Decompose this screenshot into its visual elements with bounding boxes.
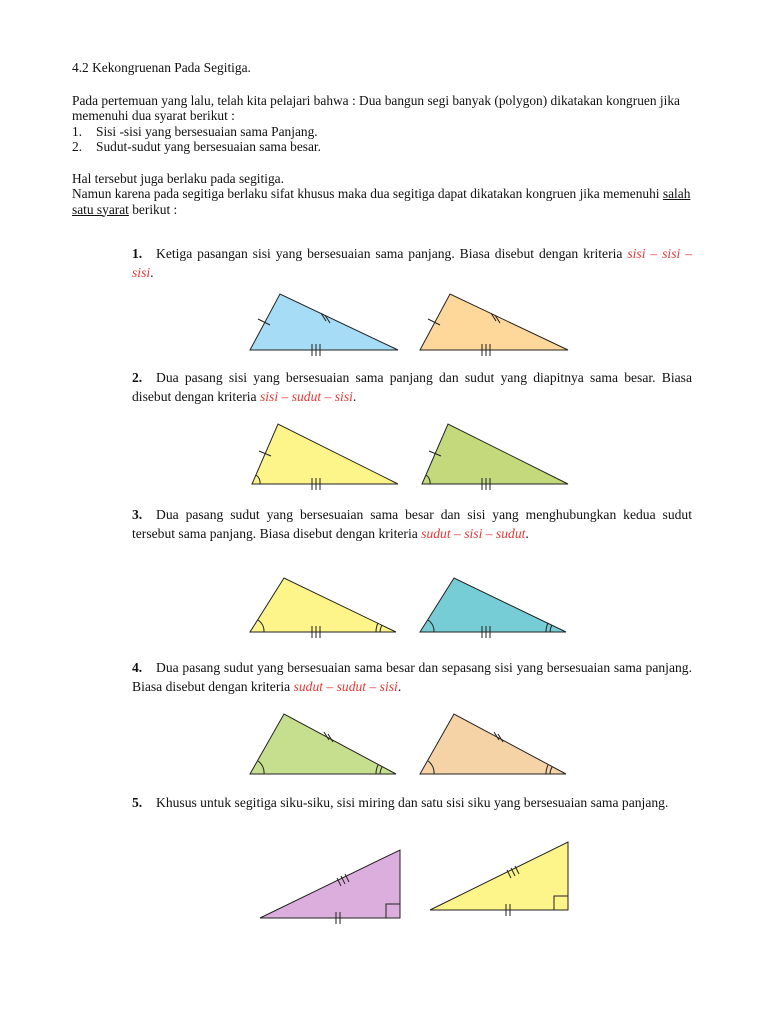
list-text: Sudut-sudut yang bersesuaian sama besar.	[96, 139, 321, 154]
list-item	[72, 139, 712, 155]
list-item	[72, 124, 712, 140]
underlined-phrase: salah satu syarat	[72, 186, 691, 217]
special-paragraph: Namun karena pada segitiga berlaku sifat khusus maka dua segitiga dapat dikatakan kongruen jika memenuhi salah satu syarat berikut :	[72, 186, 691, 217]
section-title: 4.2 Kekongruenan Pada Segitiga.	[72, 60, 251, 75]
rhs-figure	[250, 838, 590, 928]
criterion-asa: 3. Dua pasang sudut yang bersesuaian sama besar dan sisi yang menghubungkan kedua sudut tersebut sama panjang. Biasa disebut dengan kriteria sudut – sisi – sudut.	[132, 507, 692, 541]
asa-triangle-left	[250, 578, 396, 632]
criterion-term: sudut – sudut – sisi	[293, 679, 398, 694]
aas-triangle-left	[250, 714, 396, 774]
intro-paragraph: Pada pertemuan yang lalu, telah kita pelajari bahwa : Dua bangun segi banyak (polygon) dikatakan kongruen jika memenuhi dua syarat berikut :	[72, 92, 680, 123]
aas-figure	[240, 710, 580, 780]
criterion-sss: 1. Ketiga pasangan sisi yang bersesuaian sama panjang. Biasa disebut dengan kriteria sisi – sisi – sisi.	[132, 246, 692, 280]
criterion-aas: 4. Dua pasang sudut yang bersesuaian sama besar dan sepasang sisi yang bersesuaian sama panjang. Biasa disebut dengan kriteria sudut – sudut – sisi.	[132, 660, 692, 694]
criterion-number: 5.	[132, 795, 143, 810]
sss-figure	[240, 288, 580, 358]
rhs-triangle-left	[260, 850, 400, 918]
criterion-number: 1.	[132, 246, 143, 261]
sas-triangle-left	[252, 424, 398, 484]
criterion-term: sisi – sudut – sisi	[259, 389, 353, 404]
sss-triangle-right	[420, 294, 568, 350]
criterion-rhs: 5. Khusus untuk segitiga siku-siku, sisi miring dan satu sisi siku yang bersesuaian sama panjang.	[132, 795, 669, 810]
criterion-term: sisi – sisi – sisi	[132, 246, 692, 280]
list-number: 2.	[72, 139, 83, 154]
sss-triangle-left	[250, 294, 398, 350]
aas-triangle-right	[420, 714, 566, 774]
asa-figure	[240, 574, 580, 640]
criterion-number: 4.	[132, 660, 143, 675]
sas-figure	[240, 420, 580, 492]
intro-section	[72, 60, 712, 217]
asa-triangle-right	[420, 578, 566, 632]
criterion-sas: 2. Dua pasang sisi yang bersesuaian sama panjang dan sudut yang diapitnya sama besar. Biasa disebut dengan kriteria sisi – sudut – sisi.	[132, 370, 692, 404]
condition-list	[72, 124, 712, 155]
list-number: 1.	[72, 123, 83, 139]
rhs-triangle-right	[430, 842, 568, 910]
triangle-paragraph: Hal tersebut juga berlaku pada segitiga.	[72, 170, 284, 186]
criterion-number: 3.	[132, 507, 143, 522]
criterion-term: sudut – sisi – sudut	[421, 526, 526, 541]
sas-triangle-right	[422, 424, 568, 484]
criterion-number: 2.	[132, 370, 143, 385]
list-text: Sisi -sisi yang bersesuaian sama Panjang.	[96, 123, 318, 139]
